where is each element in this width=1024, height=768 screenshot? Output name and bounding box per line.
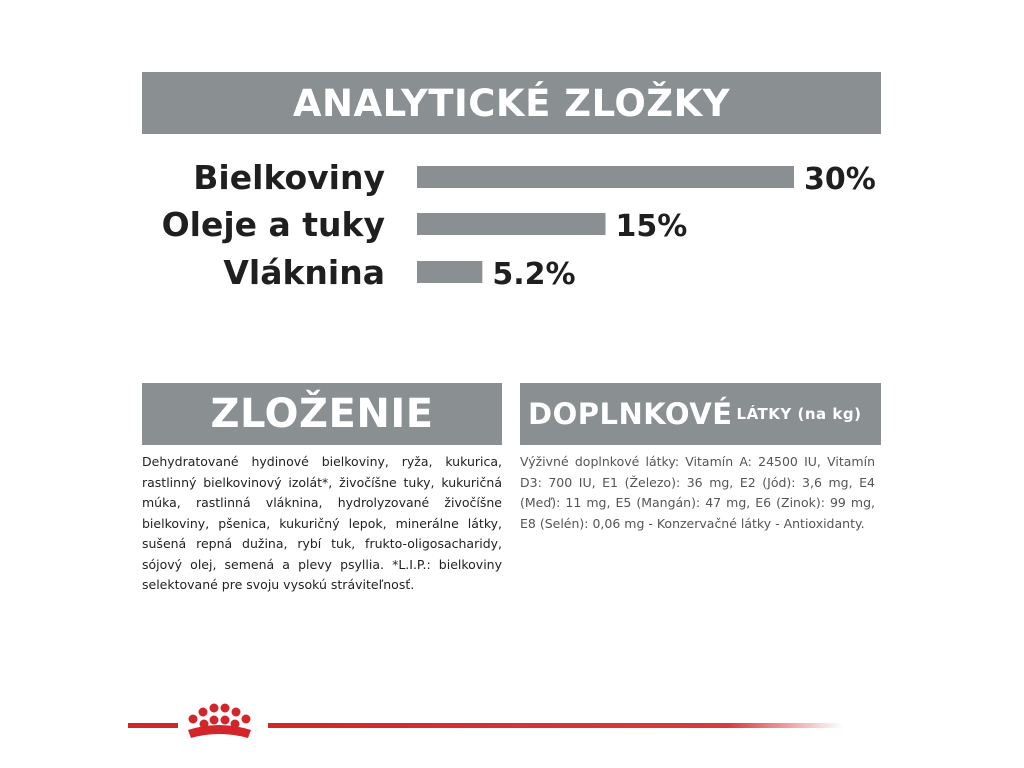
analytic-bar-chart bbox=[0, 0, 1024, 340]
royal-canin-crown-icon bbox=[188, 704, 251, 739]
category-label: Vláknina bbox=[223, 253, 385, 292]
footer-red-line-right bbox=[268, 723, 843, 728]
bar bbox=[417, 166, 794, 188]
composition-title: ZLOŽENIE bbox=[210, 391, 434, 437]
composition-text: Dehydratované hydinové bielkoviny, ryža, kukurica, rastlinný bielkovinový izolát*, živočíšne tuky, kukuričná múka, rastlinná vláknina, hydrolyzované živočíšne bielkoviny, pšenica, kukuričný lepok, minerálne látky, sušená repná dužina, rybí tuk, frukto-oligosacharidy, sójový olej, semená a plevy psyllia. *L.I.P.: bielkoviny selektované pre svoju vysokú stráviteľnosť. bbox=[142, 454, 502, 592]
additives-banner bbox=[520, 383, 881, 445]
bar bbox=[417, 261, 482, 283]
value-label: 15% bbox=[615, 209, 688, 244]
additives-subtitle: LÁTKY (na kg) bbox=[736, 405, 862, 423]
value-label: 30% bbox=[804, 162, 876, 197]
bar bbox=[417, 213, 606, 235]
value-label: 5.2% bbox=[492, 257, 576, 292]
category-label: Oleje a tuky bbox=[161, 205, 385, 244]
footer-brand-line bbox=[0, 690, 1024, 750]
footer-red-line-left bbox=[128, 723, 178, 728]
category-label: Bielkoviny bbox=[193, 158, 385, 197]
analytic-components-title: ANALYTICKÉ ZLOŽKY bbox=[292, 81, 731, 125]
composition-banner bbox=[142, 383, 502, 445]
additives-title: DOPLNKOVÉ bbox=[528, 397, 733, 431]
additives-text: Výživné doplnkové látky: Vitamín A: 24500 IU, Vitamín D3: 700 IU, E1 (Železo): 36 mg, E2 (Jód): 3,6 mg, E4 (Meď): 11 mg, E5 (Mangán): 47 mg, E6 (Zinok): 99 mg, E8 (Selén): 0,06 mg - Konzervačné látky - Antioxidanty. bbox=[520, 454, 875, 531]
